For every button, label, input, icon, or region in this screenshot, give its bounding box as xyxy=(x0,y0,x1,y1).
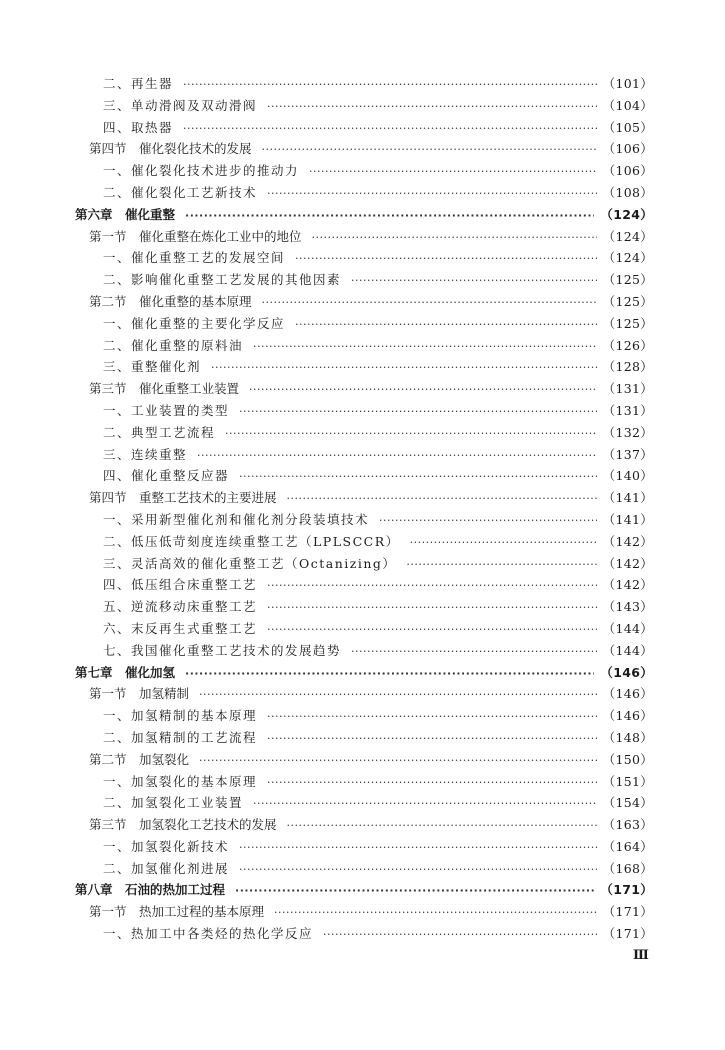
toc-entry-page: （144） xyxy=(602,642,653,658)
toc-item-row xyxy=(75,859,653,881)
toc-item-row xyxy=(75,401,653,423)
toc-section-row xyxy=(75,227,653,249)
toc-entry-page: （146） xyxy=(600,664,653,680)
toc-entry-title: 一、加氢裂化的基本原理 xyxy=(103,773,258,789)
toc-entry-page: （143） xyxy=(602,599,653,615)
dot-leader xyxy=(267,100,597,113)
dot-leader xyxy=(239,841,597,854)
toc-section-row xyxy=(75,902,653,924)
dot-leader xyxy=(267,776,597,789)
dot-leader xyxy=(235,884,594,897)
dot-leader xyxy=(197,449,597,462)
dot-leader xyxy=(379,514,597,527)
dot-leader xyxy=(249,383,597,396)
dot-leader xyxy=(183,122,597,135)
dot-leader xyxy=(287,819,597,832)
dot-leader xyxy=(323,928,597,941)
toc-entry-page: （171） xyxy=(600,882,653,898)
dot-leader xyxy=(295,252,597,265)
toc-entry-title: 第一节 热加工过程的基本原理 xyxy=(89,904,265,920)
toc-entry-page: （131） xyxy=(602,381,653,397)
toc-entry-title: 第一节 催化重整在炼化工业中的地位 xyxy=(89,228,302,244)
toc-item-row xyxy=(75,161,653,183)
dot-leader xyxy=(351,274,597,287)
toc-entry-title: 二、影响催化重整工艺发展的其他因素 xyxy=(103,272,342,288)
toc-entry-page: （132） xyxy=(602,424,653,440)
toc-entry-title: 一、工业装置的类型 xyxy=(103,402,230,418)
toc-entry-title: 第三节 催化重整工业装置 xyxy=(89,381,240,397)
toc-entry-page: （106） xyxy=(602,163,653,179)
toc-entry-title: 二、再生器 xyxy=(103,76,174,91)
toc-entry-title: 五、逆流移动床重整工艺 xyxy=(103,599,258,615)
toc-entry-title: 六、末反再生式重整工艺 xyxy=(103,620,258,636)
toc-entry-page: （148） xyxy=(602,729,653,745)
toc-entry-page: （105） xyxy=(602,119,653,135)
toc-item-row xyxy=(75,706,653,728)
toc-entry-page: （101） xyxy=(602,76,653,91)
toc-entry-page: （146） xyxy=(602,686,653,702)
toc-item-row xyxy=(75,554,653,576)
toc-item-row xyxy=(75,336,653,358)
toc-entry-page: （146） xyxy=(602,708,653,724)
toc-entry-title: 二、加氢精制的工艺流程 xyxy=(103,729,258,745)
toc-item-row xyxy=(75,248,653,270)
toc-entry-page: （142） xyxy=(602,533,653,549)
toc-entry-title: 第二节 催化重整的基本原理 xyxy=(89,293,252,309)
toc-entry-title: 二、加氢催化剂进展 xyxy=(103,860,230,876)
toc-entry-page: （163） xyxy=(602,817,653,833)
toc-item-row xyxy=(75,118,653,140)
dot-leader xyxy=(287,492,597,505)
dot-leader xyxy=(274,906,597,919)
dot-leader xyxy=(309,165,597,178)
toc-entry-title: 第八章 石油的热加工过程 xyxy=(75,882,226,898)
dot-leader xyxy=(239,863,597,876)
dot-leader xyxy=(183,78,597,91)
toc-entry-title: 二、催化重整的原料油 xyxy=(103,337,244,353)
dot-leader xyxy=(253,797,597,810)
toc-entry-page: （131） xyxy=(602,402,653,418)
toc-entry-page: （141） xyxy=(602,511,653,527)
toc-entry-title: 一、加氢精制的基本原理 xyxy=(103,708,258,724)
toc-entry-title: 第二节 加氢裂化 xyxy=(89,751,190,767)
toc-item-row xyxy=(75,314,653,336)
toc-entry-page: （171） xyxy=(602,904,653,920)
toc-section-row xyxy=(75,815,653,837)
toc-entry-title: 第三节 加氢裂化工艺技术的发展 xyxy=(89,817,277,833)
toc-entry-title: 一、加氢裂化新技术 xyxy=(103,838,230,854)
dot-leader xyxy=(262,143,597,156)
toc-item-row xyxy=(75,270,653,292)
toc-entry-title: 三、单动滑阀及双动滑阀 xyxy=(103,97,258,113)
dot-leader xyxy=(295,318,597,331)
toc-entry-title: 第一节 加氢精制 xyxy=(89,686,190,702)
dot-leader xyxy=(410,536,597,549)
toc-entry-title: 二、低压低苛刻度连续重整工艺（LPLSCCR） xyxy=(103,533,400,549)
toc-section-row xyxy=(75,684,653,706)
dot-leader xyxy=(267,601,597,614)
toc-section-row xyxy=(75,379,653,401)
toc-item-row xyxy=(75,641,653,663)
toc-entry-page: （124） xyxy=(602,250,653,266)
toc-section-row xyxy=(75,750,653,772)
toc-entry-page: （125） xyxy=(602,272,653,288)
dot-leader xyxy=(239,405,597,418)
dot-leader xyxy=(253,340,597,353)
toc-item-row xyxy=(75,183,653,205)
dot-leader xyxy=(267,623,597,636)
toc-entry-title: 七、我国催化重整工艺技术的发展趋势 xyxy=(103,642,342,658)
toc-entry-title: 二、催化裂化工艺新技术 xyxy=(103,184,258,200)
toc-entry-page: （141） xyxy=(602,490,653,506)
toc-item-row xyxy=(75,96,653,118)
toc-item-row xyxy=(75,74,653,96)
toc-entry-title: 二、典型工艺流程 xyxy=(103,424,216,440)
toc-entry-title: 一、热加工中各类烃的热化学反应 xyxy=(103,926,314,942)
toc-entry-page: （150） xyxy=(602,751,653,767)
toc-entry-page: （125） xyxy=(602,293,653,309)
toc-entry-title: 三、灵活高效的催化重整工艺（Octanizing） xyxy=(103,555,397,571)
dot-leader xyxy=(211,361,597,374)
toc-chapter-row xyxy=(75,880,653,902)
toc-item-row xyxy=(75,772,653,794)
toc-entry-title: 四、低压组合床重整工艺 xyxy=(103,577,258,593)
toc-item-row xyxy=(75,532,653,554)
dot-leader xyxy=(199,754,597,767)
toc-item-row xyxy=(75,619,653,641)
dot-leader xyxy=(199,688,597,701)
toc-entry-title: 四、取热器 xyxy=(103,119,174,135)
table-of-contents xyxy=(75,74,653,946)
toc-item-row xyxy=(75,575,653,597)
page-number: Ⅲ xyxy=(633,948,649,963)
toc-item-row xyxy=(75,423,653,445)
toc-entry-title: 第六章 催化重整 xyxy=(75,206,176,222)
toc-section-row xyxy=(75,488,653,510)
toc-entry-title: 第七章 催化加氢 xyxy=(75,664,176,680)
toc-item-row xyxy=(75,837,653,859)
toc-entry-page: （154） xyxy=(602,795,653,811)
toc-entry-page: （137） xyxy=(602,446,653,462)
toc-item-row xyxy=(75,357,653,379)
toc-entry-page: （142） xyxy=(602,555,653,571)
toc-item-row xyxy=(75,793,653,815)
toc-entry-title: 三、连续重整 xyxy=(103,446,188,462)
toc-entry-page: （125） xyxy=(602,315,653,331)
dot-leader xyxy=(312,231,597,244)
toc-entry-page: （142） xyxy=(602,577,653,593)
toc-chapter-row xyxy=(75,205,653,227)
dot-leader xyxy=(185,209,594,222)
dot-leader xyxy=(267,732,597,745)
toc-section-row xyxy=(75,292,653,314)
dot-leader xyxy=(239,470,597,483)
toc-chapter-row xyxy=(75,663,653,685)
toc-entry-page: （128） xyxy=(602,359,653,375)
toc-entry-page: （108） xyxy=(602,184,653,200)
toc-entry-page: （124） xyxy=(602,228,653,244)
toc-item-row xyxy=(75,728,653,750)
toc-entry-title: 第四节 重整工艺技术的主要进展 xyxy=(89,490,277,506)
dot-leader xyxy=(267,187,597,200)
toc-entry-page: （151） xyxy=(602,773,653,789)
toc-entry-title: 第四节 催化裂化技术的发展 xyxy=(89,141,252,157)
dot-leader xyxy=(267,579,597,592)
dot-leader xyxy=(185,667,594,680)
toc-entry-page: （106） xyxy=(602,141,653,157)
dot-leader xyxy=(406,558,596,571)
toc-entry-page: （171） xyxy=(602,926,653,942)
toc-entry-page: （140） xyxy=(602,468,653,484)
dot-leader xyxy=(225,427,597,440)
toc-entry-title: 二、加氢裂化工业装置 xyxy=(103,795,244,811)
toc-entry-title: 四、催化重整反应器 xyxy=(103,468,230,484)
dot-leader xyxy=(351,645,597,658)
toc-entry-page: （124） xyxy=(600,206,653,222)
toc-entry-page: （104） xyxy=(602,97,653,113)
toc-entry-title: 三、重整催化剂 xyxy=(103,359,202,375)
toc-entry-page: （126） xyxy=(602,337,653,353)
toc-entry-title: 一、采用新型催化剂和催化剂分段装填技术 xyxy=(103,511,370,527)
toc-item-row xyxy=(75,924,653,946)
dot-leader xyxy=(267,710,597,723)
toc-entry-title: 一、催化重整的主要化学反应 xyxy=(103,315,286,331)
toc-item-row xyxy=(75,510,653,532)
toc-entry-title: 一、催化裂化技术进步的推动力 xyxy=(103,163,300,179)
dot-leader xyxy=(262,296,597,309)
toc-section-row xyxy=(75,139,653,161)
toc-entry-title: 一、催化重整工艺的发展空间 xyxy=(103,250,286,266)
toc-entry-page: （164） xyxy=(602,838,653,854)
toc-entry-page: （144） xyxy=(602,620,653,636)
toc-entry-page: （168） xyxy=(602,860,653,876)
toc-item-row xyxy=(75,597,653,619)
toc-item-row xyxy=(75,445,653,467)
toc-item-row xyxy=(75,466,653,488)
